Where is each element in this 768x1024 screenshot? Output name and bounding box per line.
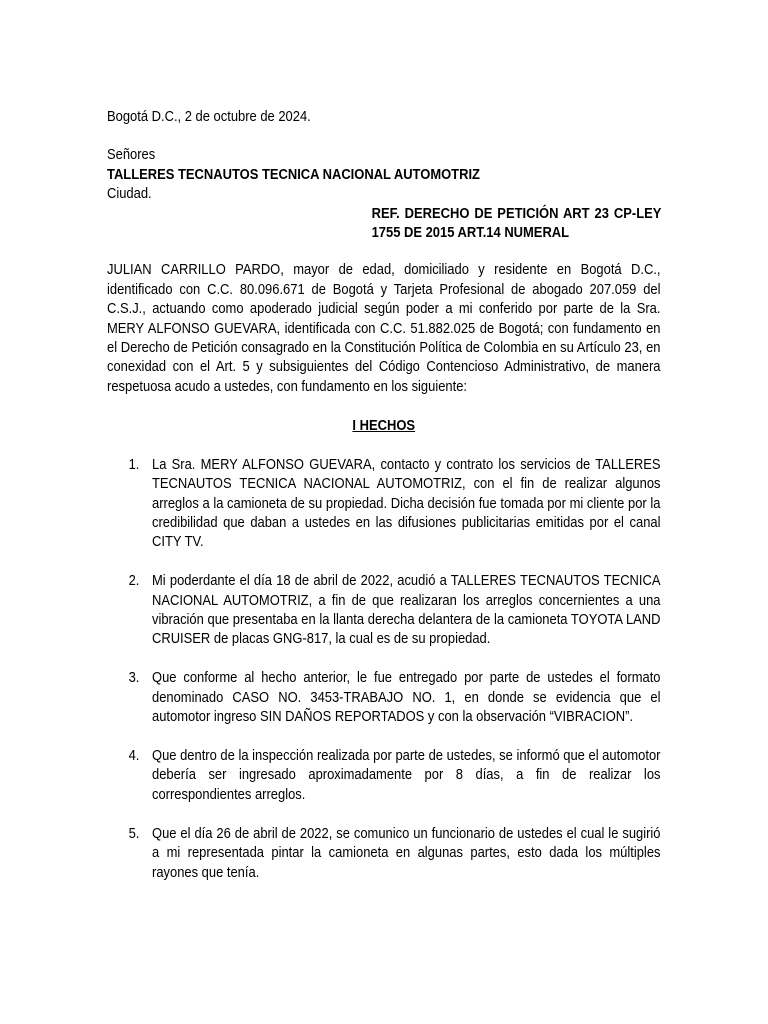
section-title: I HECHOS	[352, 418, 416, 435]
document-text-block	[107, 108, 661, 883]
fact-text: Que dentro de la inspección realizada por parte de ustedes, se informó que el automotor debería ser ingresado aproximadamente por 8 días, a fin de realizar los correspondientes arreglos.	[152, 748, 661, 803]
fact-item	[107, 456, 661, 553]
fact-text: Mi poderdante el día 18 de abril de 2022, acudió a TALLERES TECNAUTOS TECNICA NACIONAL AUTOMOTRIZ, a fin de que realizaran los arreglos concernientes a una vibración que presentaba en la llanta derecha delantera de la camioneta TOYOTA LAND CRUISER de placas GNG-817, la cual es de su propiedad.	[152, 573, 661, 648]
salutation: Señores	[107, 147, 156, 164]
reference-line: REF. DERECHO DE PETICIÓN ART 23 CP-LEY 1755 DE 2015 ART.14 NUMERAL	[371, 205, 662, 242]
intro-paragraph: JULIAN CARRILLO PARDO, mayor de edad, domiciliado y residente en Bogotá D.C., identificado con C.C. 80.096.671 de Bogotá y Tarjeta Profesional de abogado 207.059 del C.S.J., actuando como apoderado judicial según poder a mi conferido por parte de la Sra. MERY ALFONSO GUEVARA, identificada con C.C. 51.882.025 de Bogotá; con fundamento en el Derecho de Petición consagrado en la Constitución Política de Colombia en su Artículo 23, en conexidad con el Art. 5 y subsiguientes del Código Contencioso Administrativo, de manera respetuosa acudo a ustedes, con fundamento en los siguiente:	[107, 262, 661, 395]
fact-text: Que el día 26 de abril de 2022, se comunico un funcionario de ustedes el cual le sugirió a mi representada pintar la camioneta en algunas partes, esto dada los múltiples rayones que tenía.	[152, 825, 661, 881]
date-line: Bogotá D.C., 2 de octubre de 2024.	[107, 109, 311, 125]
fact-number: 3.	[128, 670, 140, 687]
fact-item	[107, 747, 661, 805]
fact-number: 4.	[128, 748, 140, 765]
fact-number: 1.	[128, 456, 140, 473]
document-body	[107, 108, 661, 903]
fact-number: 5.	[128, 825, 140, 842]
fact-number: 2.	[128, 573, 140, 590]
fact-text: La Sra. MERY ALFONSO GUEVARA, contacto y contrato los servicios de TALLERES TECNAUTOS TECNICA NACIONAL AUTOMOTRIZ, con el fin de realizar algunos arreglos a la camioneta de su propiedad. Dicha decisión fue tomada por mi cliente por la credibilidad que daban a ustedes en las difusiones publicitarias emitidas por el canal CITY TV.	[152, 456, 661, 551]
fact-item	[107, 825, 661, 883]
fact-item	[107, 572, 661, 650]
recipient-city: Ciudad.	[107, 186, 152, 203]
facts-list	[107, 456, 661, 883]
fact-text: Que conforme al hecho anterior, le fue entregado por parte de ustedes el formato denominado CASO NO. 3453-TRABAJO NO. 1, en donde se evidencia que el automotor ingreso SIN DAÑOS REPORTADOS y con la observación “VIBRACION”.	[152, 670, 661, 726]
recipient-company: TALLERES TECNAUTOS TECNICA NACIONAL AUTOMOTRIZ	[107, 166, 480, 183]
fact-item	[107, 669, 661, 727]
